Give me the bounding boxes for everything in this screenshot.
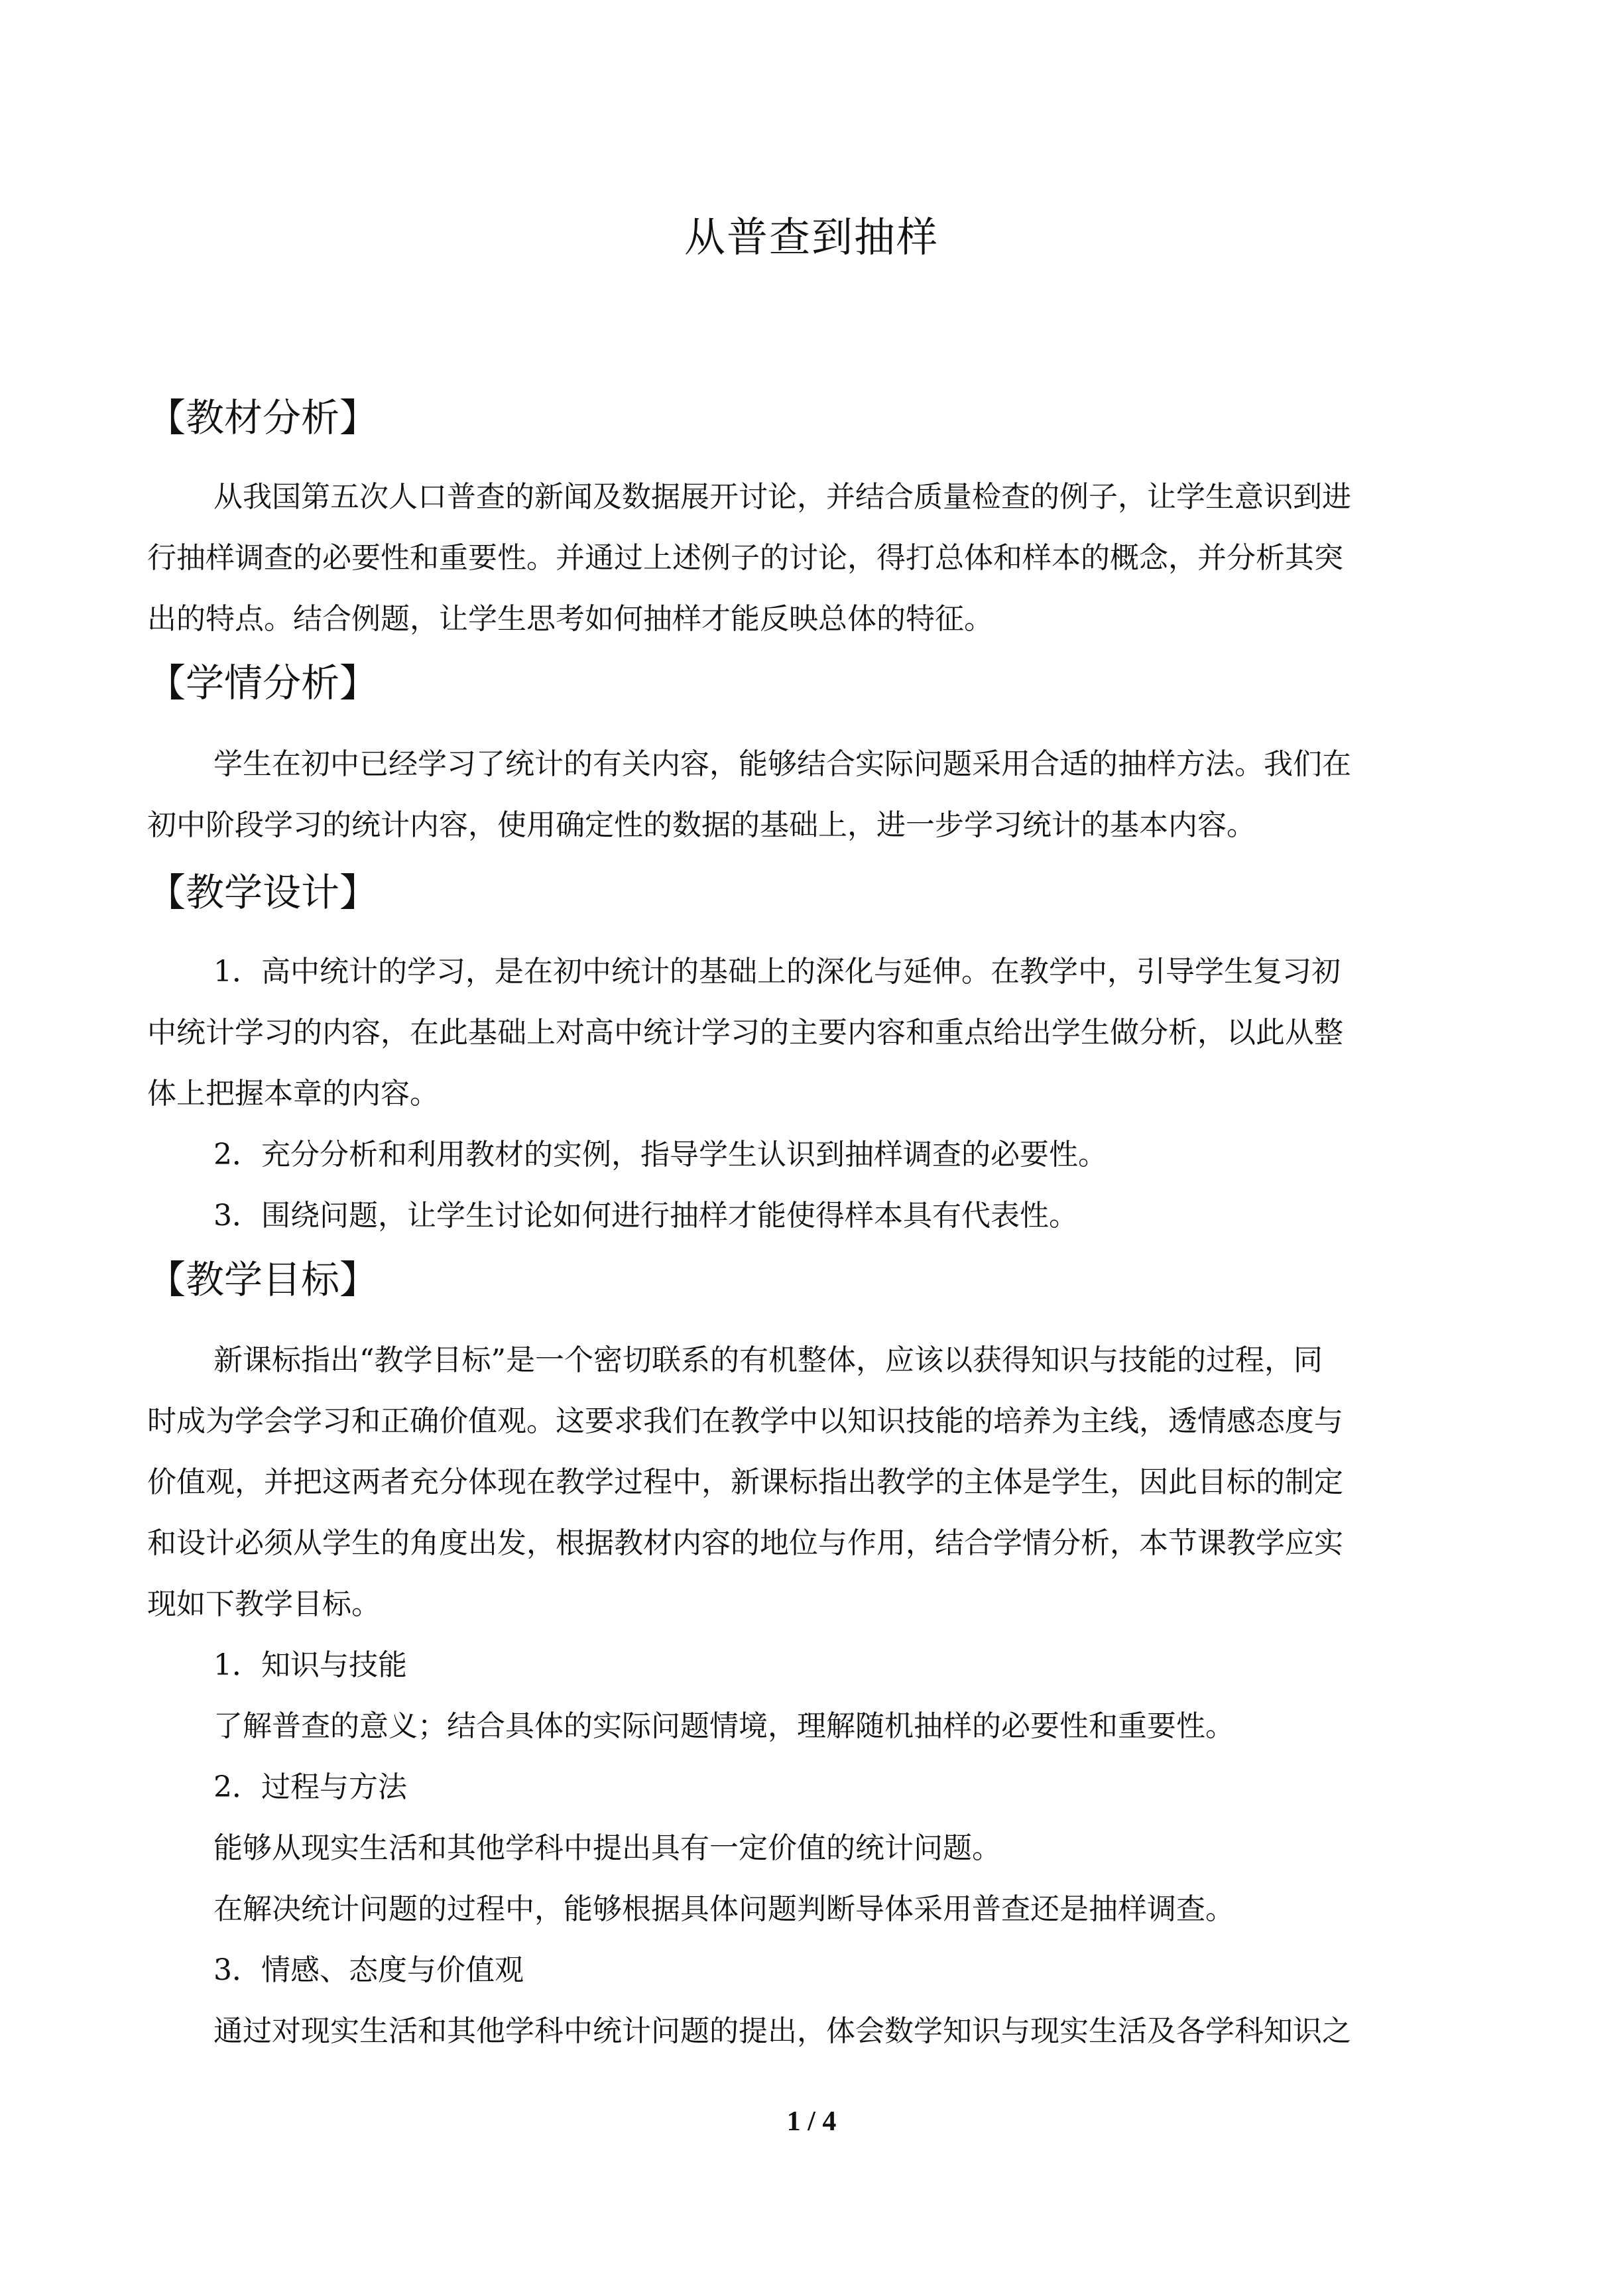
subheading-process-methods: 2．过程与方法 (213, 1770, 407, 1804)
section-heading-teaching-goals: 【教学目标】 (147, 1257, 379, 1302)
paragraph-line: 中统计学习的内容，在此基础上对高中统计学习的主要内容和重点给出学生做分析，以此从整 (147, 1016, 1343, 1050)
paragraph-line: 学生在初中已经学习了统计的有关内容，能够结合实际问题采用合适的抽样方法。我们在 (213, 747, 1351, 781)
paragraph-line: 通过对现实生活和其他学科中统计问题的提出，体会数学知识与现实生活及各学科知识之 (213, 2014, 1351, 2048)
page-indicator: 1 / 4 (786, 2106, 837, 2137)
paragraph-line: 初中阶段学习的统计内容，使用确定性的数据的基础上，进一步学习统计的基本内容。 (147, 808, 1256, 842)
paragraph-line: 价值观，并把这两者充分体现在教学过程中，新课标指出教学的主体是学生，因此目标的制定 (147, 1465, 1343, 1499)
paragraph-line: 出的特点。结合例题，让学生思考如何抽样才能反映总体的特征。 (147, 602, 993, 636)
section-heading-student-analysis: 【学情分析】 (147, 660, 379, 705)
section-heading-teaching-design: 【教学设计】 (147, 870, 379, 915)
list-item: 3．围绕问题，让学生讨论如何进行抽样才能使得样本具有代表性。 (213, 1199, 1078, 1233)
subheading-emotion-attitude-values: 3．情感、态度与价值观 (213, 1953, 524, 1987)
paragraph-line: 和设计必须从学生的角度出发，根据教材内容的地位与作用，结合学情分析，本节课教学应实 (147, 1526, 1343, 1560)
section-heading-textbook-analysis: 【教材分析】 (147, 395, 379, 440)
paragraph-line: 行抽样调查的必要性和重要性。并通过上述例子的讨论，得打总体和样本的概念，并分析其突 (147, 541, 1343, 575)
document-title: 从普查到抽样 (684, 213, 939, 261)
paragraph-line: 时成为学会学习和正确价值观。这要求我们在教学中以知识技能的培养为主线，透情感态度与 (147, 1404, 1343, 1438)
paragraph-line: 从我国第五次人口普查的新闻及数据展开讨论，并结合质量检查的例子，让学生意识到进 (213, 480, 1351, 514)
paragraph-line: 新课标指出“教学目标”是一个密切联系的有机整体，应该以获得知识与技能的过程，同 (213, 1343, 1323, 1377)
list-item: 2．充分分析和利用教材的实例，指导学生认识到抽样调查的必要性。 (213, 1138, 1107, 1172)
paragraph-line: 体上把握本章的内容。 (147, 1077, 439, 1111)
paragraph-line: 了解普查的意义；结合具体的实际问题情境，理解随机抽样的必要性和重要性。 (213, 1709, 1234, 1743)
paragraph-line: 能够从现实生活和其他学科中提出具有一定价值的统计问题。 (213, 1831, 1001, 1865)
paragraph-line: 1．高中统计的学习，是在初中统计的基础上的深化与延伸。在教学中，引导学生复习初 (213, 955, 1341, 989)
paragraph-line: 在解决统计问题的过程中，能够根据具体问题判断导体采用普查还是抽样调查。 (213, 1892, 1234, 1926)
paragraph-line: 现如下教学目标。 (147, 1587, 381, 1621)
subheading-knowledge-skills: 1．知识与技能 (213, 1648, 407, 1682)
